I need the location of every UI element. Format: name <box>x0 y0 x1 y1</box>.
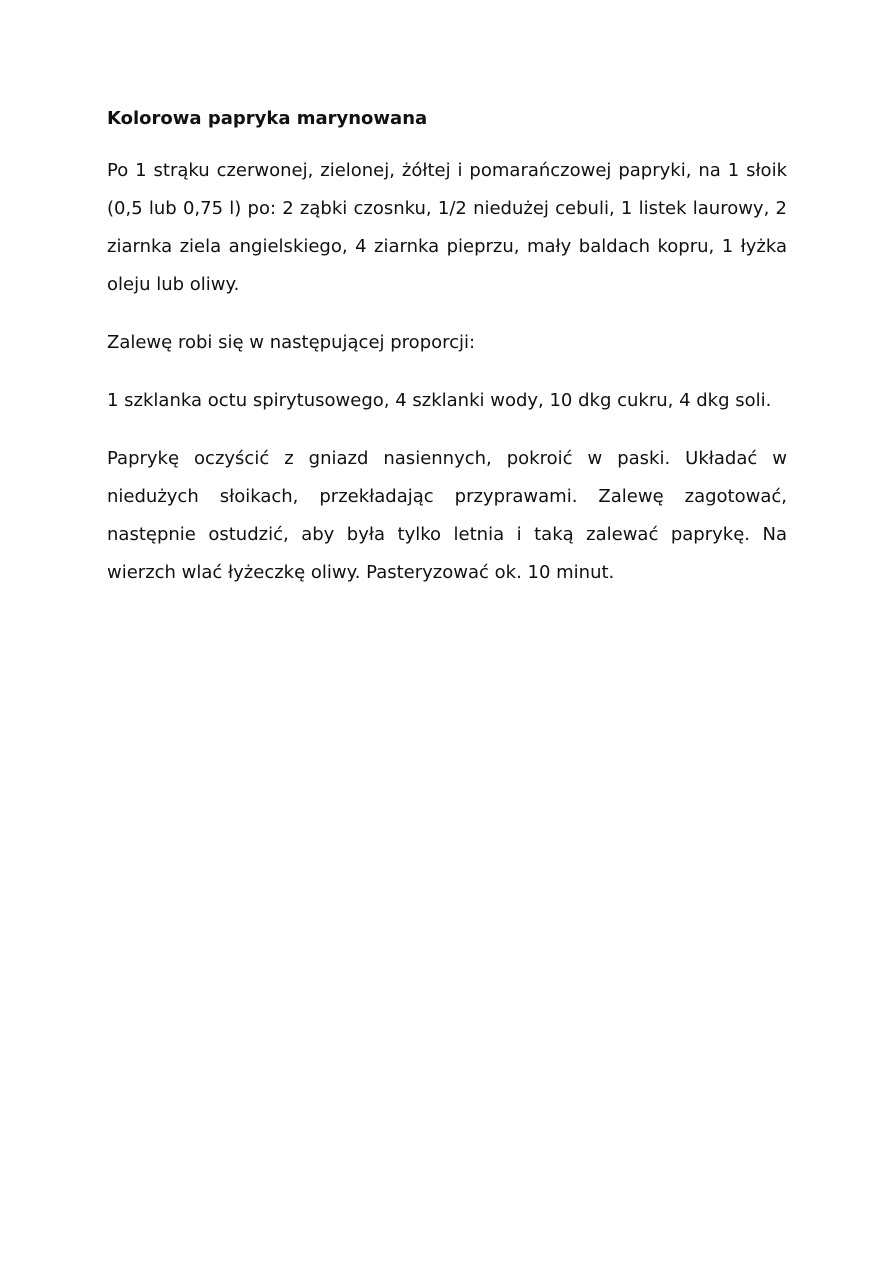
brine-proportions-paragraph: 1 szklanka octu spirytusowego, 4 szklanki wody, 10 dkg cukru, 4 dkg soli. <box>107 390 772 411</box>
document-body <box>107 104 787 612</box>
brine-intro-paragraph: Zalewę robi się w następującej proporcji: <box>107 332 476 353</box>
recipe-title: Kolorowa papryka marynowana <box>107 108 428 129</box>
instructions-paragraph: Paprykę oczyścić z gniazd nasiennych, pokroić w paski. Układać w niedużych słoikach, przekładając przyprawami. Zalewę zagotować, następnie ostudzić, aby była tylko letnia i taką zalewać paprykę. Na wierzch wlać łyżeczkę oliwy. Pasteryzować ok. 10 minut. <box>107 448 787 583</box>
ingredients-paragraph: Po 1 strąku czerwonej, zielonej, żółtej i pomarańczowej papryki, na 1 słoik (0,5 lub 0,75 l) po: 2 ząbki czosnku, 1/2 niedużej cebuli, 1 listek laurowy, 2 ziarnka ziela angielskiego, 4 ziarnka pieprzu, mały baldach kopru, 1 łyżka oleju lub oliwy. <box>107 160 787 295</box>
